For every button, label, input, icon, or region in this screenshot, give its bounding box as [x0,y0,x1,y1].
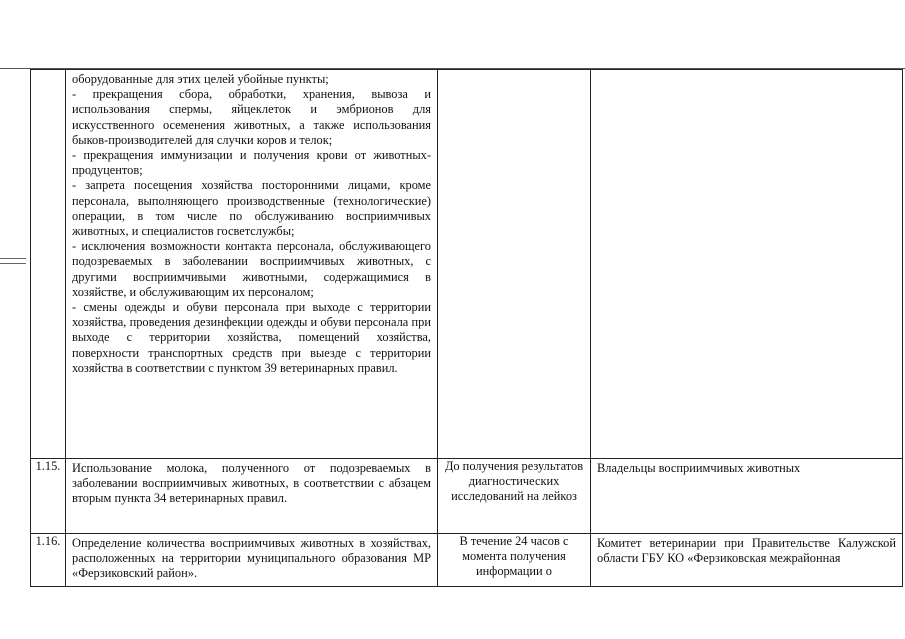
row-number [31,70,66,459]
measure-cell [66,459,438,534]
measure-line: - прекращения иммунизации и получения крови от животных-продуцентов; [72,148,431,178]
responsible-cell [591,70,903,459]
table-row [31,70,903,459]
measure-cell [66,70,438,459]
term-text: До получения результатов диагностических исследований на лейкоз [444,459,584,504]
term-text: В течение 24 часов с момента получения информации о [459,534,569,579]
table-row [31,459,903,534]
responsible-cell [591,534,903,587]
margin-mark [0,258,26,259]
measure-line: - прекращения сбора, обработки, хранения, вывоза и использования спермы, яйцеклеток и эмбрионов для искусственного осеменения животных, а также использования быков-производителей для случки коров и телок; [72,87,431,147]
responsible-text: Владельцы восприимчивых животных [597,461,801,475]
measure-line: - смены одежды и обуви персонала при выходе с территории хозяйства, проведения дезинфекции одежды и обуви персонала при выходе с территории хозяйства, помещений хозяйства, поверхности транспортных средств при выезде с территории хозяйства в соответствии с пунктом 39 ветеринарных правил. [72,300,431,375]
term-cell [438,70,591,459]
measures-table [30,69,903,587]
measure-line: оборудованные для этих целей убойные пункты; [72,72,329,86]
table-row [31,534,903,587]
term-cell [438,459,591,534]
row-number: 1.15. [31,459,66,534]
responsible-cell [591,459,903,534]
measure-line: - запрета посещения хозяйства посторонними лицами, кроме персонала, выполняющего производственные (технологические) операции, в том числе по обслуживанию восприимчивых животных, и специалистов госветслужбы; [72,178,431,239]
responsible-text: Комитет ветеринарии при Правительстве Калужской области ГБУ КО «Ферзиковская межрайонная [597,536,896,566]
measure-line: - исключения возможности контакта персонала, обслуживающего подозреваемых в заболевании восприимчивых животных, с другими восприимчивыми животными, содержащимися в хозяйстве, и обслуживающим их персоналом; [72,239,431,299]
row-number: 1.16. [31,534,66,587]
term-cell [438,534,591,587]
measure-cell [66,534,438,587]
margin-mark [0,263,26,264]
measure-text: Использование молока, полученного от подозреваемых в заболевании восприимчивых животных, в соответствии с абзацем вторым пункта 34 ветеринарных правил. [72,461,431,506]
measure-text: Определение количества восприимчивых животных в хозяйствах, расположенных на территории муниципального образования МР «Ферзиковский район». [72,536,431,581]
